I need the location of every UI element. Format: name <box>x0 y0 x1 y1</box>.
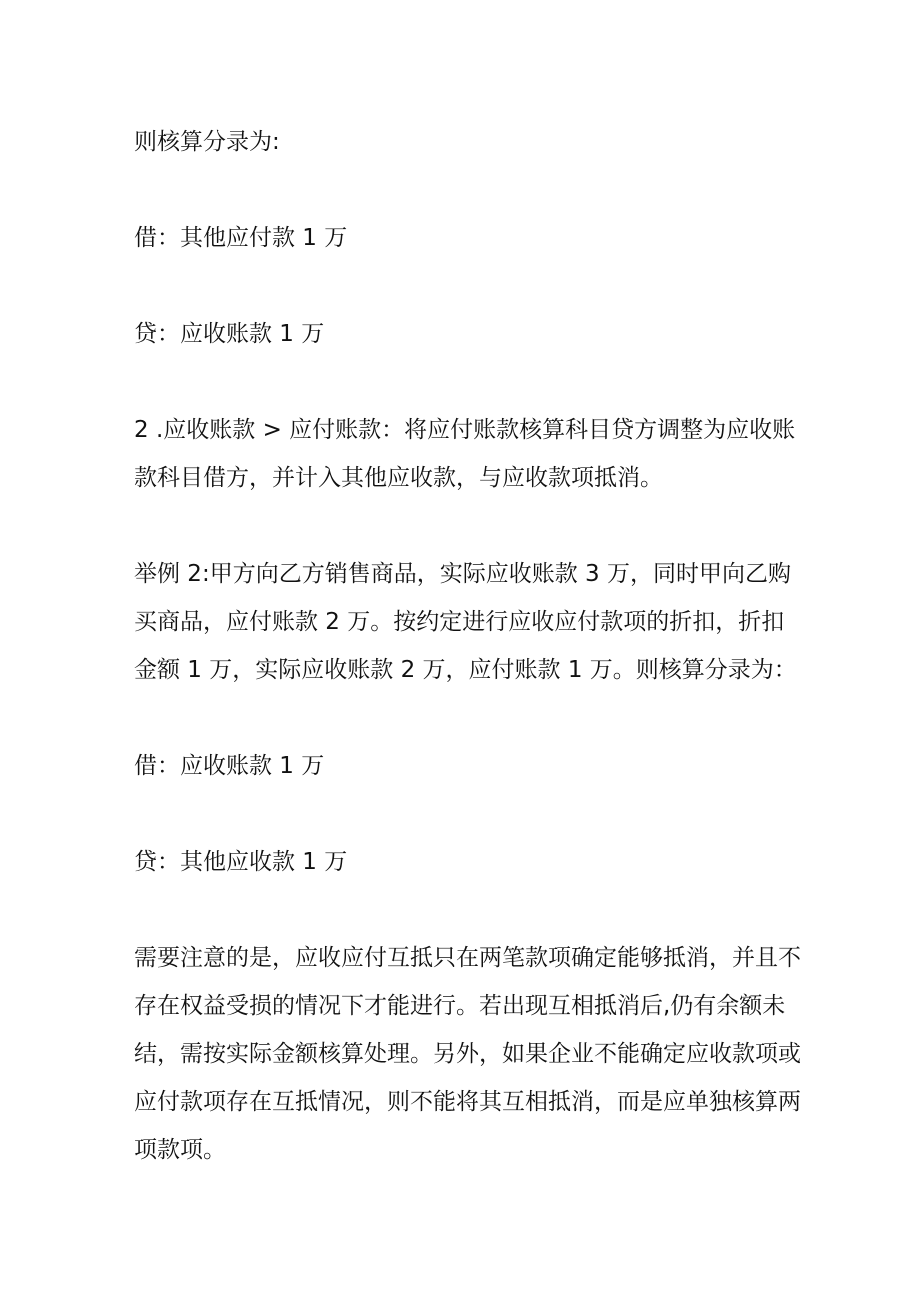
paragraph-example-2: 举例 2:甲方向乙方销售商品，实际应收账款 3 万，同时甲向乙购买商品，应付账款 2 万。按约定进行应收应付款项的折扣，折扣金额 1 万，实际应收账款 2 万，应付账款 1 万。则核算分录为： <box>134 561 797 683</box>
paragraph-note: 需要注意的是，应收应付互抵只在两笔款项确定能够抵消，并且不存在权益受损的情况下才能进行。若出现互相抵消后,仍有余额未结，需按实际金额核算处理。另外，如果企业不能确定应收款项或应付款项存在互抵情况，则不能将其互相抵消，而是应单独核算两项款项。 <box>134 945 801 1163</box>
paragraph-debit-2: 借：应收账款 1 万 <box>134 753 325 779</box>
paragraph-credit-2: 贷：其他应收款 1 万 <box>134 849 348 875</box>
paragraph-debit-1: 借：其他应付款 1 万 <box>134 225 348 251</box>
paragraph-credit-1: 贷：应收账款 1 万 <box>134 321 325 347</box>
paragraph-intro: 则核算分录为: <box>134 129 280 155</box>
document-body <box>134 118 804 1222</box>
paragraph-rule-2: 2 .应收账款 > 应付账款：将应付账款核算科目贷方调整为应收账款科目借方，并计入其他应收款，与应收款项抵消。 <box>134 417 796 491</box>
